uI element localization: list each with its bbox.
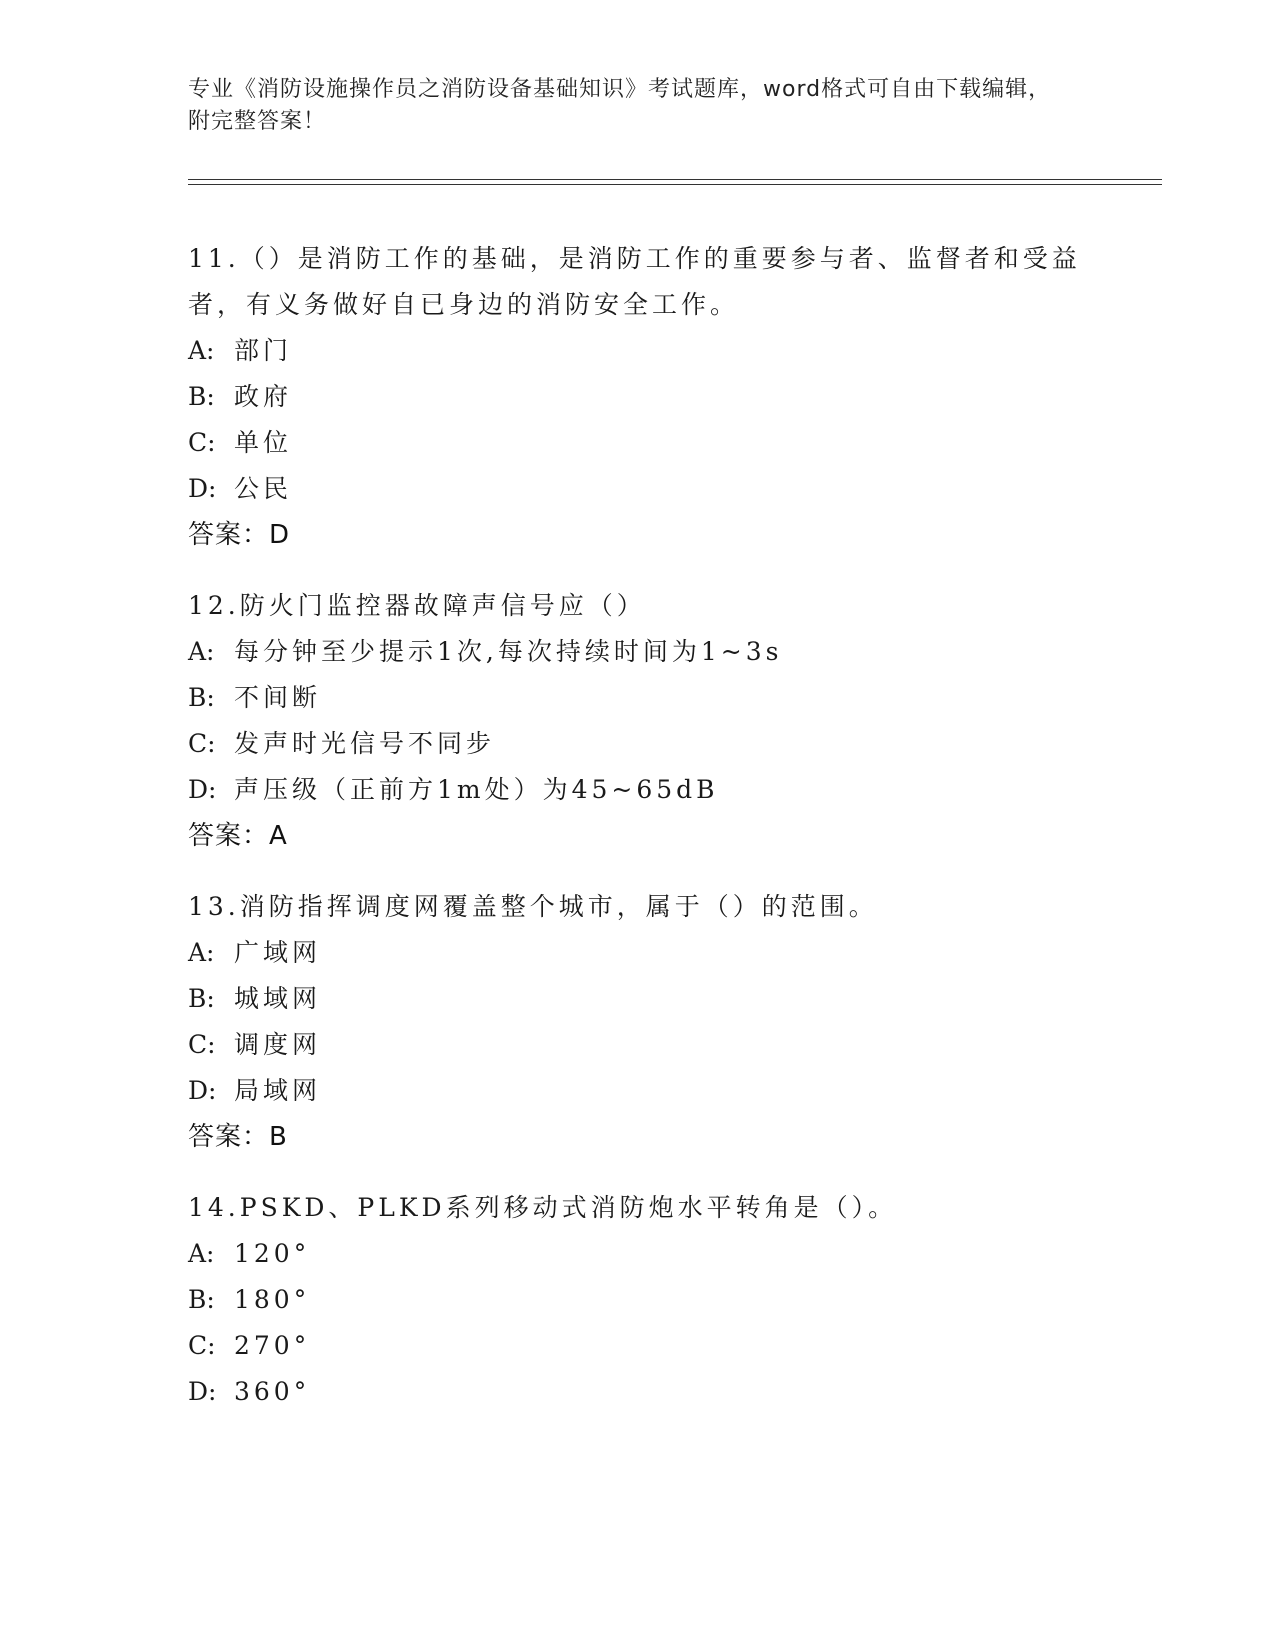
document-intro: 专业《消防设施操作员之消防设备基础知识》考试题库，word格式可自由下载编辑，附完整答案！ — [188, 77, 1052, 134]
option-text: 部门 — [234, 336, 293, 365]
option-text: 政府 — [234, 382, 293, 411]
option-text: 270° — [234, 1331, 311, 1360]
option-b — [188, 976, 1088, 1022]
question-text: 12.防火门监控器故障声信号应（） — [188, 591, 646, 620]
option-letter: B: — [188, 683, 215, 712]
option-letter: B: — [188, 1285, 215, 1314]
answer-line: 答案：B — [188, 1122, 288, 1152]
option-letter: A: — [188, 1239, 215, 1268]
option-letter: D: — [188, 1076, 217, 1105]
question-text: 13.消防指挥调度网覆盖整个城市，属于（）的范围。 — [188, 892, 878, 921]
option-b — [188, 1277, 1088, 1323]
answer-line: 答案：A — [188, 821, 288, 851]
option-b — [188, 675, 1088, 721]
option-text: 声压级（正前方1m处）为45~65dB — [234, 775, 719, 804]
question-list — [188, 236, 1088, 1440]
option-b — [188, 374, 1088, 420]
option-letter: D: — [188, 775, 217, 804]
option-text: 不间断 — [234, 683, 322, 712]
option-d — [188, 466, 1088, 512]
option-d — [188, 767, 1088, 813]
header-divider-top — [188, 179, 1162, 180]
question-14 — [188, 1185, 1088, 1415]
option-text: 单位 — [234, 428, 293, 457]
question-text: 14.PSKD、PLKD系列移动式消防炮水平转角是（）。 — [188, 1193, 898, 1222]
option-letter: B: — [188, 984, 215, 1013]
option-text: 120° — [234, 1239, 311, 1268]
option-letter: C: — [188, 428, 216, 457]
header-divider-bottom — [188, 184, 1162, 185]
option-text: 城域网 — [234, 984, 322, 1013]
option-letter: B: — [188, 382, 215, 411]
option-text: 局域网 — [234, 1076, 322, 1105]
question-text: 11.（）是消防工作的基础，是消防工作的重要参与者、监督者和受益者，有义务做好自已身边的消防安全工作。 — [188, 244, 1081, 319]
option-letter: C: — [188, 1331, 216, 1360]
option-letter: A: — [188, 637, 215, 666]
option-c — [188, 420, 1088, 466]
option-c — [188, 721, 1088, 767]
option-a — [188, 328, 1088, 374]
question-13 — [188, 884, 1088, 1160]
option-c — [188, 1022, 1088, 1068]
option-a — [188, 629, 1088, 675]
answer-line: 答案：D — [188, 520, 291, 550]
option-text: 广域网 — [234, 938, 322, 967]
option-text: 公民 — [234, 474, 293, 503]
option-text: 调度网 — [234, 1030, 322, 1059]
option-letter: A: — [188, 938, 215, 967]
option-letter: A: — [188, 336, 215, 365]
option-c — [188, 1323, 1088, 1369]
option-d — [188, 1068, 1088, 1114]
option-letter: D: — [188, 1377, 217, 1406]
option-letter: C: — [188, 1030, 216, 1059]
option-letter: D: — [188, 474, 217, 503]
option-letter: C: — [188, 729, 216, 758]
option-a — [188, 1231, 1088, 1277]
question-12 — [188, 583, 1088, 859]
option-text: 180° — [234, 1285, 311, 1314]
option-d — [188, 1369, 1088, 1415]
option-text: 360° — [234, 1377, 311, 1406]
option-text: 每分钟至少提示1次,每次持续时间为1~3s — [234, 637, 783, 666]
question-11 — [188, 236, 1088, 558]
option-a — [188, 930, 1088, 976]
option-text: 发声时光信号不同步 — [234, 729, 496, 758]
